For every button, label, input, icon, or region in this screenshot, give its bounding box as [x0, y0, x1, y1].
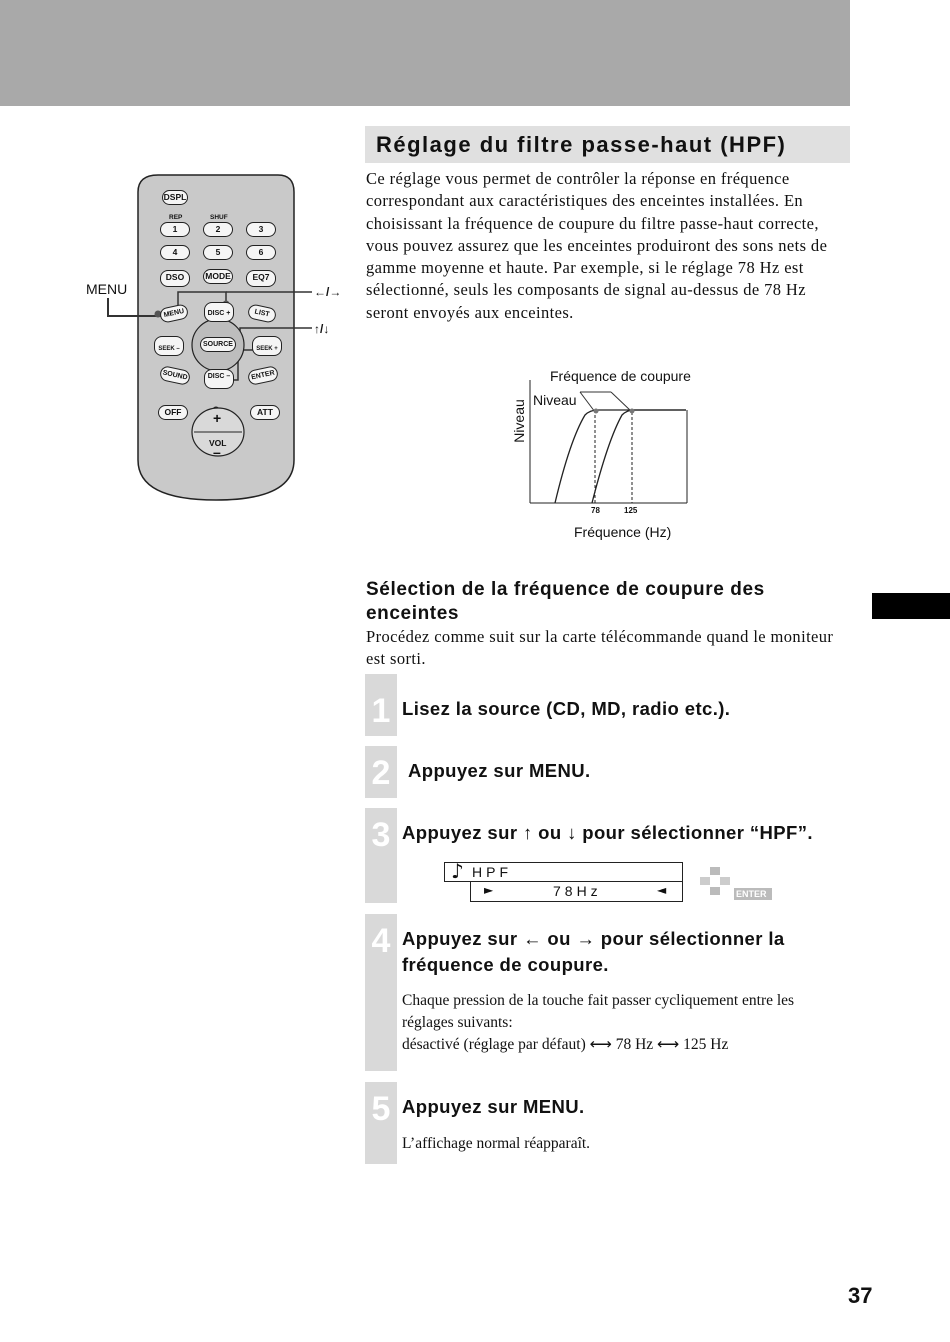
disc-minus-button[interactable]: DISC – — [204, 369, 234, 389]
step-3-title: Appuyez sur ↑ ou ↓ pour sélectionner “HPF”. — [402, 822, 813, 843]
step-1-title: Lisez la source (CD, MD, radio etc.). — [402, 698, 731, 719]
enter-button[interactable]: ENTER — [247, 365, 279, 386]
lcd-left-arrow-icon: ► — [484, 883, 494, 897]
sound-button[interactable]: SOUND — [159, 365, 191, 386]
step-5-title: Appuyez sur MENU. — [402, 1096, 585, 1117]
att-button[interactable]: ATT — [250, 405, 280, 420]
sub-intro-paragraph: Procédez comme suit sur la carte télécommande quand le moniteur est sorti. — [366, 627, 834, 669]
sub-heading: Sélection de la fréquence de coupure des enceintes — [366, 579, 765, 624]
dspl-button[interactable]: DSPL — [162, 190, 188, 205]
step-5-description: L’affichage normal réapparaît. — [402, 1135, 591, 1152]
step-2-number: 2 — [371, 754, 391, 792]
level-line-label: Niveau — [533, 392, 577, 408]
step-5-number: 5 — [371, 1090, 391, 1128]
intro-paragraph: Ce réglage vous permet de contrôler la réponse en fréquence correspondant aux caractéristiques des enceintes installées. En choisissant la fréquence de coupure du filtre passe-haut correcte, vous pouvez assurez que les enceintes produiront des sons nets de gamme moyenne et haute. Par exemple, si le réglage 78 Hz est sélectionné, seuls les composants de signal au-dessus de 78 Hz seront envoyés aux enceintes. — [366, 169, 828, 322]
mode-button[interactable]: MODE — [203, 269, 233, 284]
button-2[interactable]: 2 — [203, 222, 233, 237]
step-4-number: 4 — [371, 922, 391, 960]
vol-label: VOL — [209, 438, 227, 448]
lcd-display-bottom — [470, 882, 683, 902]
y-axis-label: Niveau — [510, 399, 527, 443]
button-4[interactable]: 4 — [160, 245, 190, 260]
menu-callout-label: MENU — [86, 281, 128, 297]
tick-125: 125 — [624, 506, 638, 515]
seek-plus-button[interactable]: SEEK + — [252, 336, 282, 356]
step-4-cycle: désactivé (réglage par défaut) ⟷ 78 Hz ⟷ 125 Hz — [402, 1036, 729, 1053]
remote-illustration — [80, 170, 370, 510]
step-4-title: Appuyez sur ← ou → pour sélectionner la fréquence de coupure. — [402, 928, 785, 975]
source-button[interactable]: SOURCE — [200, 337, 236, 352]
off-button[interactable]: OFF — [158, 405, 188, 420]
lcd-line-2: 78Hz — [553, 883, 602, 899]
disc-plus-button[interactable]: DISC + — [204, 302, 234, 322]
menu-button[interactable]: MENU — [159, 303, 190, 323]
hpf-response-diagram — [510, 360, 710, 520]
rep-label: REP — [169, 214, 183, 221]
shuf-label: SHUF — [210, 214, 228, 221]
section-title: Réglage du filtre passe-haut (HPF) — [365, 126, 850, 163]
vol-plus-label: + — [213, 410, 222, 426]
step-3-number: 3 — [371, 816, 391, 854]
step-4-description: Chaque pression de la touche fait passer cycliquement entre les réglages suivants: — [402, 992, 795, 1031]
step-1-number: 1 — [371, 692, 391, 730]
music-note-icon: ♪ — [451, 859, 464, 883]
eq7-button[interactable]: EQ7 — [246, 270, 276, 287]
button-5[interactable]: 5 — [203, 245, 233, 260]
vol-minus-label: – — [213, 444, 221, 460]
x-axis-label: Fréquence (Hz) — [574, 524, 672, 540]
left-right-arrows-label: ←/→ — [314, 285, 342, 299]
chapter-tab — [872, 593, 950, 619]
enter-key-label: ENTER — [736, 889, 767, 899]
page-number: 37 — [848, 1283, 873, 1308]
button-6[interactable]: 6 — [246, 245, 276, 260]
cutoff-label: Fréquence de coupure — [550, 368, 691, 384]
list-button[interactable]: LIST — [247, 303, 278, 323]
button-3[interactable]: 3 — [246, 222, 276, 237]
lcd-display-top — [444, 859, 683, 883]
dso-button[interactable]: DSO — [160, 270, 190, 287]
header-band — [0, 0, 850, 106]
lcd-line-1: HPF — [472, 864, 512, 880]
up-down-arrows-label: ↑/↓ — [314, 322, 330, 336]
tick-78: 78 — [591, 506, 600, 515]
lcd-right-arrow-icon: ◄ — [657, 883, 667, 897]
button-1[interactable]: 1 — [160, 222, 190, 237]
step-2-title: Appuyez sur MENU. — [408, 760, 591, 781]
seek-minus-button[interactable]: SEEK – — [154, 336, 184, 356]
